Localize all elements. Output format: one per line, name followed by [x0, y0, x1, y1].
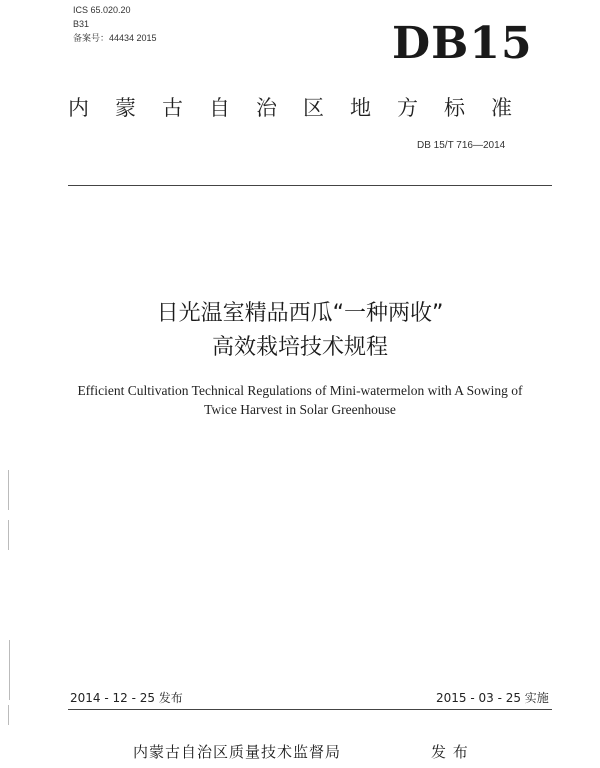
scan-artifact — [8, 520, 9, 550]
scan-artifact — [9, 640, 10, 700]
footer-divider — [68, 709, 552, 710]
ccs-code: B31 — [73, 19, 90, 29]
issuing-authority: 内蒙古自治区质量技术监督局 — [133, 743, 342, 761]
ics-code: ICS 65.020.20 — [73, 5, 131, 15]
cn-title-line2: 高效栽培技术规程 — [211, 335, 388, 360]
implementation-date: 2015 - 03 - 25 实施 — [436, 691, 549, 705]
db-code: DB15 — [392, 18, 533, 69]
scan-artifact — [8, 470, 9, 510]
record-number: 备案号：44434 2015 — [73, 33, 157, 43]
header-divider — [68, 185, 552, 186]
scan-artifact — [8, 705, 9, 725]
standard-type-title: 内蒙古自治区地方标准 — [68, 96, 538, 120]
cn-title-line1: 日光温室精品西瓜“一种两收” — [156, 301, 444, 326]
issue-date: 2014 - 12 - 25 发布 — [70, 691, 183, 705]
en-title-line2: Twice Harvest in Solar Greenhouse — [204, 402, 396, 417]
standard-number: DB 15/T 716—2014 — [417, 140, 506, 151]
issue-label: 发 布 — [431, 743, 469, 761]
en-title-line1: Efficient Cultivation Technical Regulations of Mini-watermelon with A Sowing of — [77, 383, 523, 398]
